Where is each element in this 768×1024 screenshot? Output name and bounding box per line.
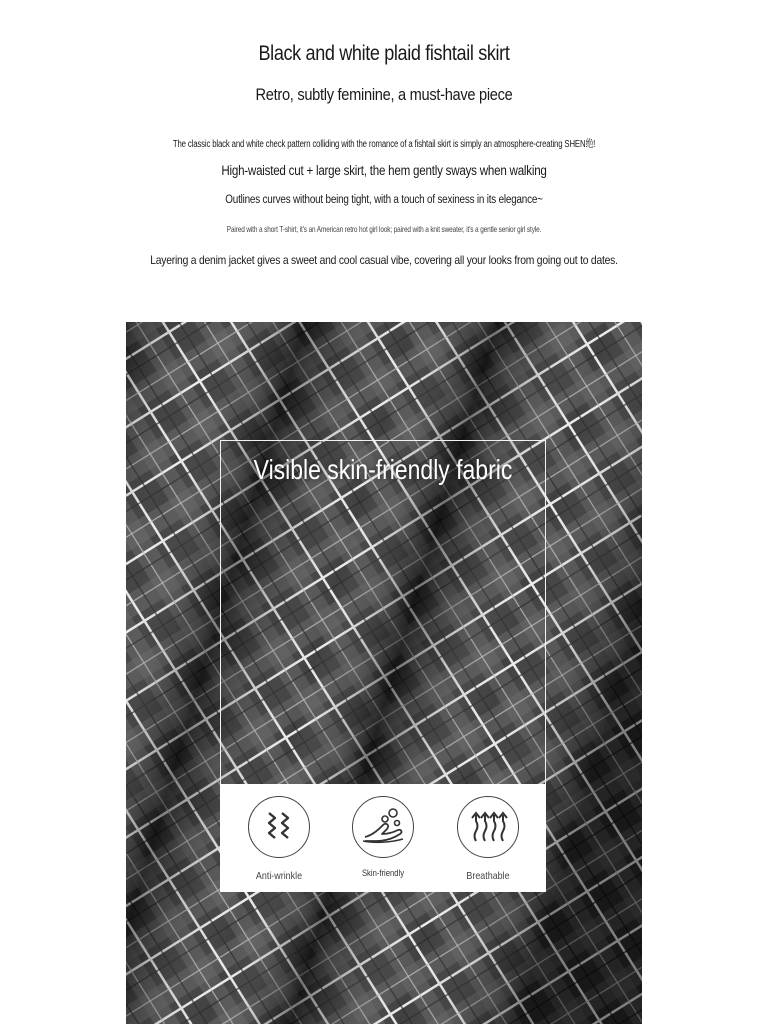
fabric-features-panel — [220, 784, 546, 892]
feature-label: Skin-friendly — [361, 868, 405, 878]
page-title: Black and white plaid fishtail skirt — [258, 42, 510, 65]
feature-label: Breathable — [466, 870, 510, 882]
description-line: Outlines curves without being tight, with a touch of sexiness in its elegance~ — [225, 194, 543, 206]
feature-label: Anti-wrinkle — [255, 870, 303, 882]
description-line: The classic black and white check pattern colliding with the romance of a fishtail skirt is simply an atmosphere-creating SHEN绝! — [172, 139, 596, 150]
description-line: Layering a denim jacket gives a sweet and cool casual vibe, covering all your looks from going out to dates. — [150, 253, 618, 267]
fabric-heading: Visible skin-friendly fabric — [253, 454, 513, 485]
description-line: High-waisted cut + large skirt, the hem gently sways when walking — [221, 163, 547, 178]
feature-anti-wrinkle — [229, 796, 329, 882]
skin-friendly-icon — [352, 796, 414, 858]
breathable-icon — [457, 796, 519, 858]
page-subtitle: Retro, subtly feminine, a must-have piece — [255, 85, 513, 104]
feature-skin-friendly — [333, 796, 433, 878]
description-line: Paired with a short T-shirt, it's an American retro hot girl look; paired with a knit sweater, it's a gentle senior girl style. — [226, 224, 542, 234]
feature-breathable — [438, 796, 538, 882]
anti-wrinkle-icon — [248, 796, 310, 858]
